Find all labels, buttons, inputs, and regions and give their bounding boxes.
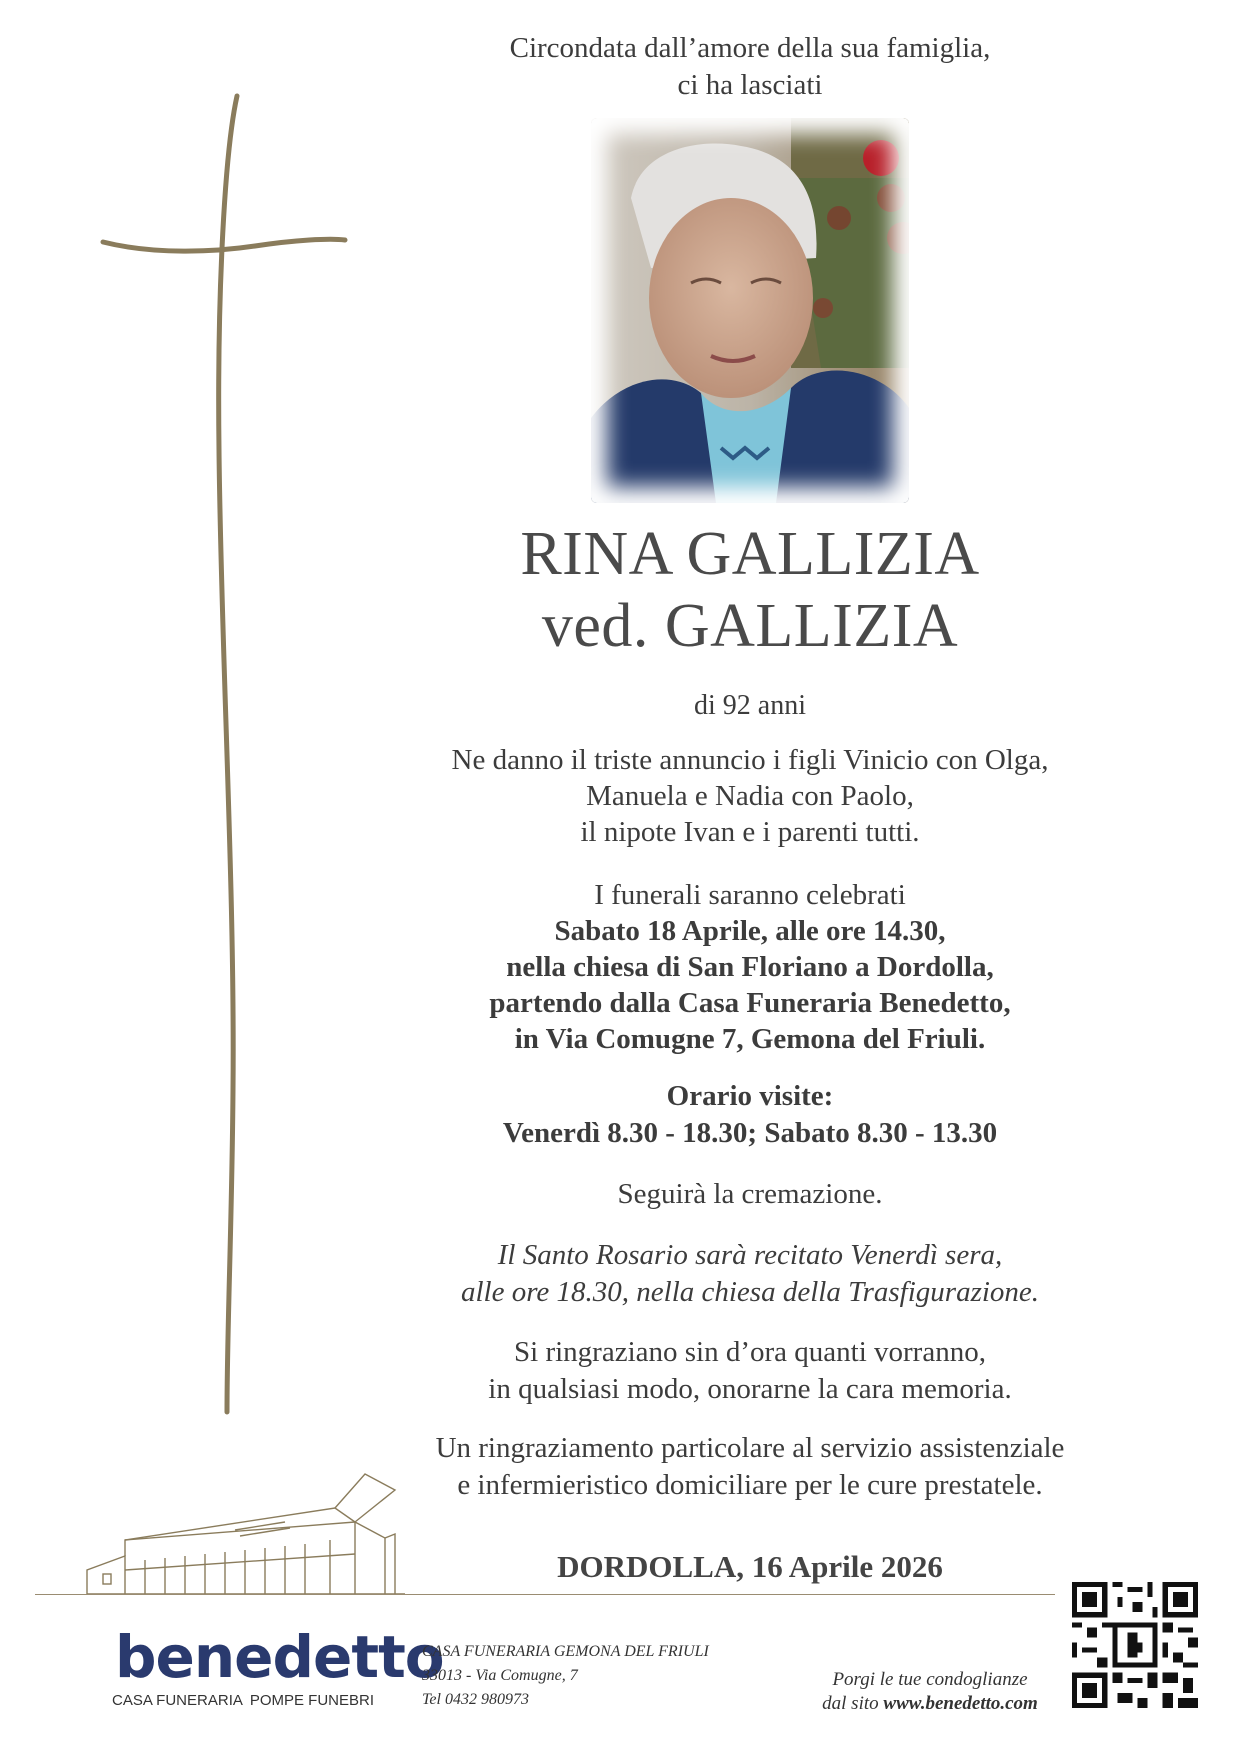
building-icon: [85, 1470, 405, 1596]
footer-divider: [35, 1594, 1055, 1595]
visiting-hours: Orario visite: Venerdì 8.30 - 18.30; Sabato 8.30 - 13.30: [502, 1080, 998, 1149]
deceased-name: RINA GALLIZIA ved. GALLIZIA: [520, 520, 980, 660]
age-text: di 92 anni: [694, 690, 806, 721]
benedetto-logo: benedetto: [115, 1623, 444, 1691]
portrait-photo: [591, 118, 909, 503]
funeral-home-address: CASA FUNERARIA GEMONA DEL FRIULI 33013 - Via Comugne, 7 Tel 0432 980973: [422, 1643, 709, 1708]
rosary-note: Il Santo Rosario sarà recitato Venerdì sera, alle ore 18.30, nella chiesa della Trasfigurazione.: [460, 1239, 1040, 1308]
place-date: DORDOLLA, 16 Aprile 2026: [557, 1549, 943, 1584]
thanks-note: Si ringraziano sin d’ora quanti vorranno, in qualsiasi modo, onorarne la cara memoria.: [488, 1336, 1012, 1405]
cross-icon: [95, 90, 355, 1420]
condolence-note: Porgi le tue condoglianze dal sito www.benedetto.com: [822, 1669, 1038, 1714]
announcement-text: Ne danno il triste annuncio i figli Vinicio con Olga, Manuela e Nadia con Paolo, il nipote Ivan e i parenti tutti.: [451, 744, 1049, 848]
special-thanks-note: Un ringraziamento particolare al servizio assistenziale e infermieristico domiciliare per le cure prestatele.: [435, 1432, 1065, 1501]
qr-code-icon[interactable]: [1072, 1582, 1198, 1708]
website-link[interactable]: www.benedetto.com: [883, 1693, 1038, 1714]
logo-subtitle: CASA FUNERARIA POMPE FUNEBRI: [112, 1692, 374, 1709]
cremation-note: Seguirà la cremazione.: [617, 1178, 883, 1210]
intro-text: Circondata dall’amore della sua famiglia, ci ha lasciati: [509, 32, 991, 101]
funeral-details: I funerali saranno celebrati Sabato 18 Aprile, alle ore 14.30, nella chiesa di San Floriano a Dordolla, partendo dalla Casa Funeraria Benedetto, in Via Comugne 7, Gemona del Friuli.: [489, 879, 1011, 1055]
